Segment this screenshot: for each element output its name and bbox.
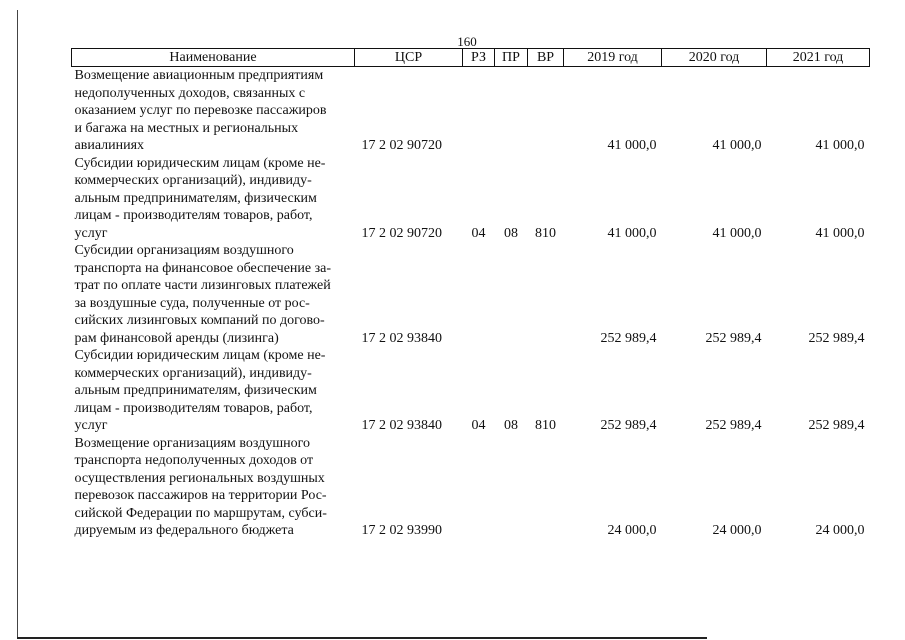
- row-value-2021: 41 000,0: [815, 138, 865, 153]
- row-vr: [528, 242, 564, 347]
- row-csr: 17 2 02 93840: [361, 330, 442, 346]
- header-vr: ВР: [528, 49, 564, 67]
- table-header-row: [72, 49, 870, 67]
- budget-table: [71, 48, 870, 540]
- row-name: [72, 435, 355, 540]
- row-value-2020: 41 000,0: [712, 138, 762, 153]
- row-value-2021: 24 000,0: [815, 523, 865, 538]
- row-name: [72, 242, 355, 347]
- row-name-line: лицам - производителям товаров, работ,: [74, 400, 313, 416]
- row-value-2020: 24 000,0: [712, 523, 762, 538]
- row-csr: 17 2 02 93840: [361, 418, 442, 433]
- table-row: [72, 67, 870, 155]
- row-value-2019: 41 000,0: [607, 138, 657, 153]
- row-name-line: услуг: [74, 225, 108, 241]
- row-name-line: транспорта на финансовое обеспечение за-: [74, 260, 332, 276]
- table-row: [72, 155, 870, 243]
- row-value-2021: 252 989,4: [808, 330, 865, 346]
- row-vr: [528, 435, 564, 540]
- row-name-line: транспорта недополученных доходов от: [74, 453, 314, 468]
- row-csr: 17 2 02 93990: [361, 523, 442, 538]
- row-pr: [495, 435, 528, 540]
- page-number: 160: [457, 34, 477, 49]
- row-name-line: авиалиниях: [74, 138, 145, 153]
- row-value-2020: 252 989,4: [705, 330, 762, 346]
- header-csr: ЦСР: [355, 49, 463, 67]
- table-row: [72, 242, 870, 347]
- header-rz: РЗ: [463, 49, 495, 67]
- row-rz: [463, 435, 495, 540]
- row-name-line: перевозок пассажиров на территории Рос-: [74, 488, 327, 503]
- row-vr: 810: [535, 418, 556, 433]
- row-value-2019: 24 000,0: [607, 523, 657, 538]
- row-name-line: Субсидии организациям воздушного: [74, 243, 294, 258]
- row-name-line: сийских лизинговых компаний по догово-: [74, 313, 325, 328]
- row-name-line: сийской Федерации по маршрутам, субси-: [74, 505, 327, 521]
- row-name-line: и багажа на местных и региональных: [74, 120, 299, 136]
- row-name-line: коммерческих организаций), индивиду-: [74, 173, 312, 188]
- header-pr: ПР: [495, 49, 528, 67]
- table-row: [72, 347, 870, 435]
- row-name-line: Возмещение авиационным предприятиям: [74, 68, 324, 83]
- row-name-line: услуг: [74, 418, 108, 433]
- row-name: [72, 347, 355, 435]
- row-value-2020: 41 000,0: [712, 225, 762, 241]
- scan-left-edge: [17, 10, 18, 638]
- row-rz: 04: [471, 418, 486, 433]
- row-name-line: Субсидии юридическим лицам (кроме не-: [74, 348, 326, 363]
- table-row: [72, 435, 870, 540]
- row-vr: [528, 67, 564, 155]
- row-value-2019: 252 989,4: [600, 418, 657, 433]
- row-name-line: дируемым из федерального бюджета: [74, 523, 294, 538]
- row-name-line: лицам - производителям товаров, работ,: [74, 208, 313, 223]
- scan-bottom-edge: [17, 637, 707, 639]
- row-csr: 17 2 02 90720: [361, 138, 442, 153]
- header-name: Наименование: [72, 49, 355, 67]
- row-name-line: альным предпринимателям, физическим: [74, 383, 317, 398]
- row-value-2019: 252 989,4: [600, 330, 657, 346]
- row-rz: [463, 67, 495, 155]
- row-name-line: трат по оплате части лизинговых платежей: [74, 278, 331, 293]
- row-pr: [495, 242, 528, 347]
- row-csr: 17 2 02 90720: [361, 225, 442, 241]
- row-name-line: за воздушные суда, полученные от рос-: [74, 295, 310, 311]
- row-pr: 08: [504, 225, 518, 241]
- row-name-line: Субсидии юридическим лицам (кроме не-: [74, 155, 326, 171]
- row-value-2021: 41 000,0: [815, 225, 865, 241]
- row-name-line: рам финансовой аренды (лизинга): [74, 330, 279, 346]
- row-vr: 810: [535, 225, 556, 241]
- row-value-2021: 252 989,4: [808, 418, 865, 433]
- row-pr: 08: [504, 418, 518, 433]
- row-value-2019: 41 000,0: [607, 225, 657, 241]
- row-name: [72, 67, 355, 155]
- row-value-2020: 252 989,4: [705, 418, 762, 433]
- row-rz: [463, 242, 495, 347]
- row-name-line: альным предпринимателям, физическим: [74, 190, 317, 206]
- row-name-line: Возмещение организациям воздушного: [74, 435, 310, 451]
- row-name-line: оказанием услуг по перевозке пассажиров: [74, 103, 327, 118]
- row-pr: [495, 67, 528, 155]
- header-year-2019: 2019 год: [564, 49, 662, 67]
- header-year-2021: 2021 год: [767, 49, 870, 67]
- row-name-line: коммерческих организаций), индивиду-: [74, 365, 312, 381]
- row-name-line: осуществления региональных воздушных: [74, 470, 325, 486]
- row-name: [72, 155, 355, 243]
- header-year-2020: 2020 год: [662, 49, 767, 67]
- row-rz: 04: [471, 225, 486, 241]
- row-name-line: недополученных доходов, связанных с: [74, 85, 306, 101]
- table-body: [72, 67, 870, 540]
